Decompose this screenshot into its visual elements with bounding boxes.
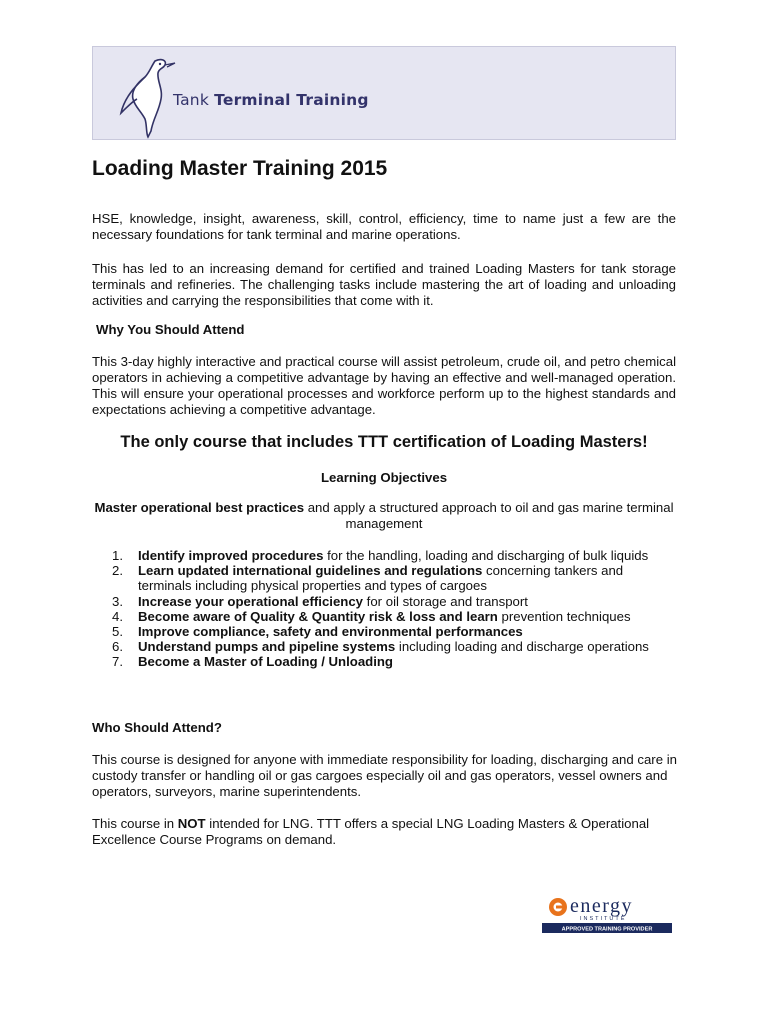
list-item xyxy=(112,594,672,609)
list-item-number: 3. xyxy=(112,593,123,609)
list-item-number: 6. xyxy=(112,639,123,655)
list-item-bold: Become aware of Quality & Quantity risk & loss and learn xyxy=(138,608,498,624)
who-attend-heading: Who Should Attend? xyxy=(92,720,222,735)
header-banner xyxy=(92,46,676,140)
energy-institute-logo xyxy=(542,890,672,934)
list-item-number: 7. xyxy=(112,654,123,670)
objectives-intro-bold: Master operational best practices xyxy=(94,500,305,515)
list-item-bold: Improve compliance, safety and environmental performances xyxy=(138,624,523,640)
list-item-number: 2. xyxy=(112,563,123,579)
brand-name xyxy=(173,91,369,109)
lng-note-part2: intended for LNG. TTT offers a special LNG Loading Masters & Operational Excellence Course Programs on demand. xyxy=(92,816,650,847)
list-item xyxy=(112,563,672,593)
list-item xyxy=(112,624,672,639)
list-item-text: for the handling, loading and discharging of bulk liquids xyxy=(323,548,649,563)
list-item xyxy=(112,639,672,654)
list-item-text: prevention techniques xyxy=(497,608,631,624)
objectives-list xyxy=(112,548,672,670)
energy-logo-subword: INSTITUTE xyxy=(580,916,627,922)
who-attend-text: This course is designed for anyone with immediate responsibility for loading, discharging and care in custody transfer or handling oil or gas cargoes especially oil and gas operators, vessel owners and operators, surveyors, marine superintendents. xyxy=(92,752,677,799)
objectives-heading: Learning Objectives xyxy=(320,470,448,485)
list-item-bold: Increase your operational efficiency xyxy=(138,593,364,609)
list-item-bold: Learn updated international guidelines and regulations xyxy=(138,563,483,579)
list-item-text: concerning tankers and terminals including physical properties and types of cargoes xyxy=(138,563,624,594)
objectives-intro xyxy=(92,500,676,532)
lng-note-part1: This course in xyxy=(92,816,178,831)
page-title: Loading Master Training 2015 xyxy=(92,157,388,180)
list-item-bold: Identify improved procedures xyxy=(138,548,324,563)
list-item-bold: Become a Master of Loading / Unloading xyxy=(138,654,393,670)
brand-name-part1: Tank xyxy=(173,91,215,109)
why-attend-text: This 3-day highly interactive and practical course will assist petroleum, crude oil, and petro chemical operators in achieving a competitive advantage by having an effective and well-managed operation. This will ensure your operational processes and workforce perform up to the highest standards and expectations achieving a competitive advantage. xyxy=(92,354,676,417)
list-item xyxy=(112,609,672,624)
list-item-number: 5. xyxy=(112,624,123,640)
objectives-intro-rest: and apply a structured approach to oil and gas marine terminal management xyxy=(304,500,674,531)
lng-note xyxy=(92,816,652,848)
energy-logo-word: energy xyxy=(570,895,634,917)
intro-paragraph-1: HSE, knowledge, insight, awareness, skill, control, efficiency, time to name just a few are the necessary foundations for tank terminal and marine operations. xyxy=(92,211,676,242)
list-item-number: 1. xyxy=(112,548,123,563)
certification-headline: The only course that includes TTT certification of Loading Masters! xyxy=(120,433,648,451)
lng-note-bold: NOT xyxy=(177,816,206,831)
list-item-text: for oil storage and transport xyxy=(363,593,528,609)
intro-paragraph-2: This has led to an increasing demand for certified and trained Loading Masters for tank storage terminals and refineries. The challenging tasks include mastering the art of loading and unloading activities and carrying the responsibilities that come with it. xyxy=(92,261,676,308)
list-item-number: 4. xyxy=(112,608,123,624)
list-item xyxy=(112,548,672,563)
energy-logo-badge: APPROVED TRAINING PROVIDER xyxy=(561,926,653,933)
list-item xyxy=(112,654,672,669)
list-item-text: including loading and discharge operations xyxy=(395,639,649,655)
brand-name-part2: Terminal Training xyxy=(214,91,369,109)
why-attend-heading: Why You Should Attend xyxy=(96,322,245,337)
list-item-bold: Understand pumps and pipeline systems xyxy=(138,639,396,655)
